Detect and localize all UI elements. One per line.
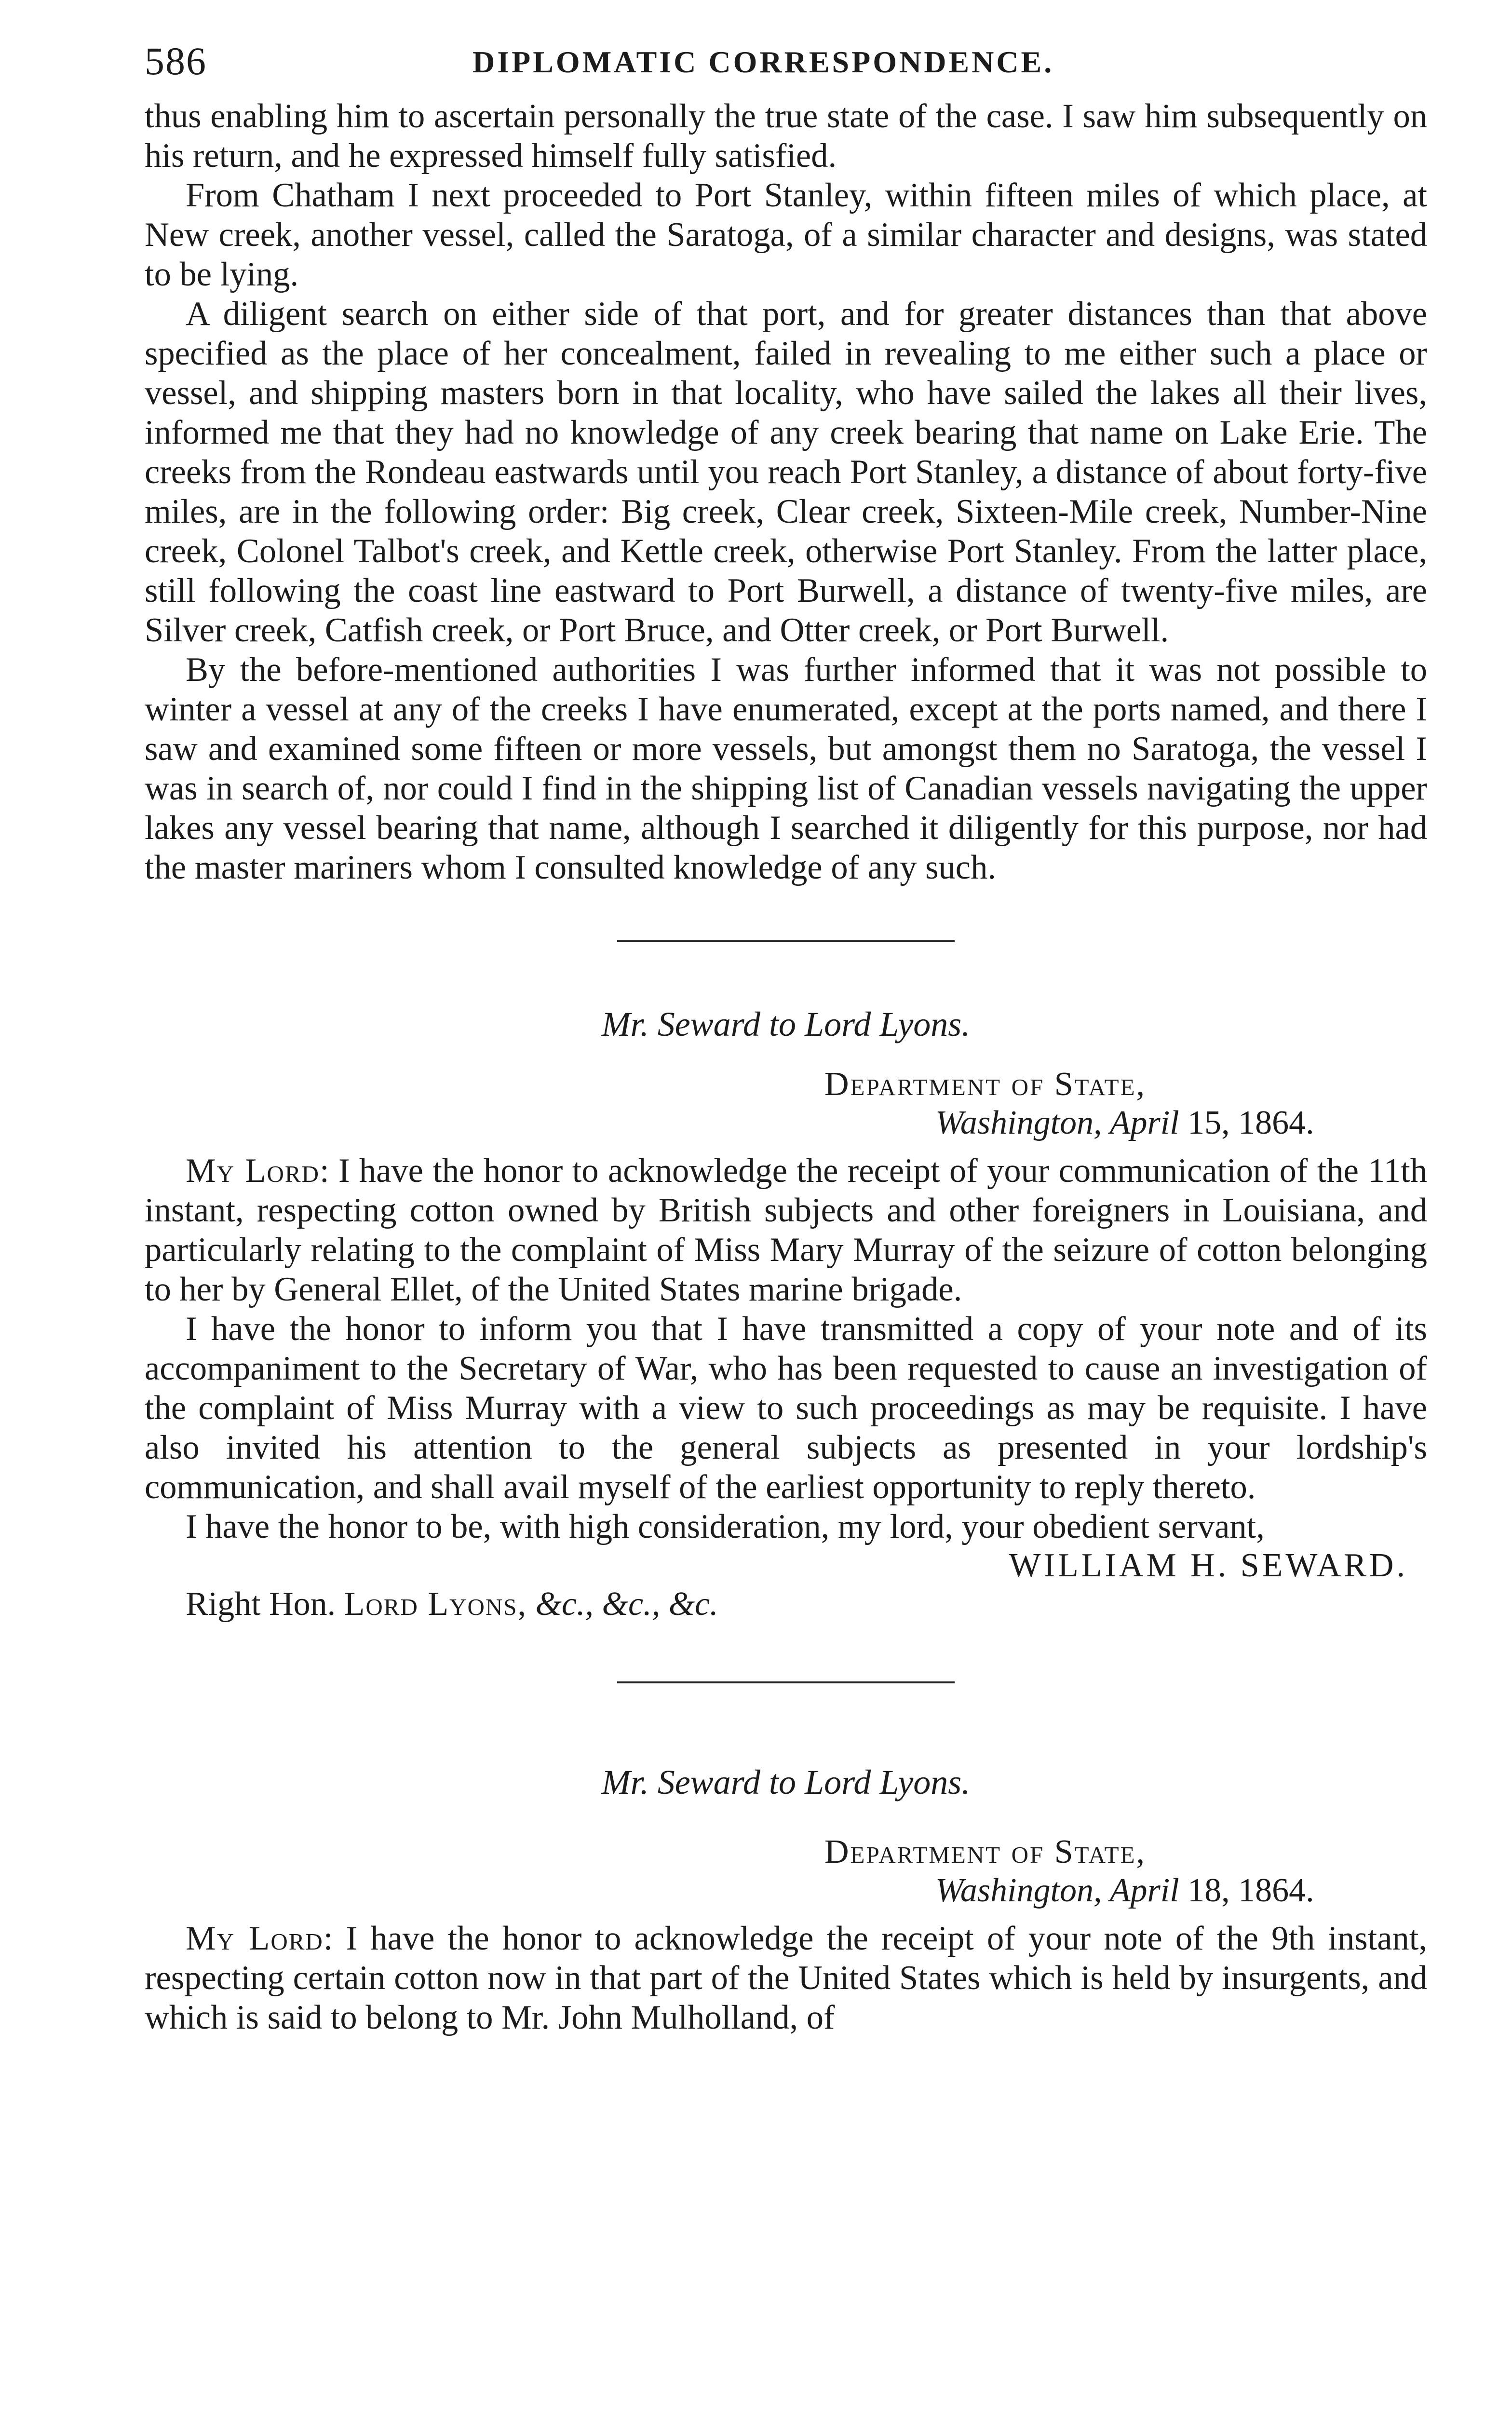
addressee-prefix: Right Hon. [186,1585,336,1623]
letter-seward-april-15 [145,1002,1427,1624]
date-text: 15, 1864. [1188,1104,1314,1141]
dateline [824,1833,1427,1910]
addressee [145,1585,1427,1624]
signature: WILLIAM H. SEWARD. [1009,1547,1408,1584]
page-number: 586 [145,39,207,83]
letter-paragraph: I have the honor to inform you that I have transmitted a copy of your note and of its accompaniment to the Secretary of War, who has been requested to cause an investigation of the complaint of Miss Murray with a view to such proceedings as may be requisite. I have also invited his attention to the general subjects as presented in your lordship's communication, and shall avail myself of the earliest opportunity to reply thereto. [145,1310,1427,1506]
letter-paragraph [145,1919,1427,2037]
section-divider [617,940,955,942]
place-text: Washington, April [935,1872,1179,1909]
paragraph-text: : I have the honor to acknowledge the receipt of your note of the 9th instant, respecting certain cotton now in that part of the United States which is held by insurgents, and which is said to belong to Mr. John Mulholland, of [145,1920,1428,2036]
letter-paragraph [145,1151,1427,1309]
department-line: Department of State, [824,1833,1147,1870]
report-paragraph: From Chatham I next proceeded to Port Stanley, within fifteen miles of which place, at New creek, another vessel, called the Saratoga, of a similar character and designs, was stated to be lying. [145,176,1427,293]
addressee-name: Lord Lyons, [344,1585,527,1623]
running-head [145,39,1427,96]
letter-heading: Mr. Seward to Lord Lyons. [601,1763,971,1801]
closing-line: I have the honor to be, with high consideration, my lord, your obedient servant, [186,1508,1265,1545]
salutation: My Lord [186,1152,320,1190]
addressee-etc: &c., &c., &c. [535,1585,718,1623]
running-title: DIPLOMATIC CORRESPONDENCE. [472,45,1054,79]
paragraph-text: : I have the honor to acknowledge the receipt of your communication of the 11th instant, respecting cotton owned by British subjects and other foreigners in Louisiana, and particularly relating to the complaint of Miss Mary Murray of the seizure of cotton belonging to her by General Ellet, of the United States marine brigade. [145,1152,1428,1308]
place-date-line [824,1871,1427,1910]
document-page [145,39,1427,2037]
report-paragraph: By the before-mentioned authorities I was further informed that it was not possible to winter a vessel at any of the creeks I have enumerated, except at the ports named, and there I saw and examined some fifteen or more vessels, but amongst them no Saratoga, the vessel I was in search of, nor could I find in the shipping list of Canadian vessels navigating the upper lakes any vessel bearing that name, although I searched it diligently for this purpose, nor had the master mariners whom I consulted knowledge of any such. [145,651,1427,886]
letter-heading: Mr. Seward to Lord Lyons. [601,1005,971,1043]
department-line: Department of State, [824,1066,1147,1103]
place-date-line [824,1104,1427,1142]
date-text: 18, 1864. [1188,1872,1314,1909]
section-divider [617,1681,955,1683]
place-text: Washington, April [935,1104,1179,1141]
report-paragraph: A diligent search on either side of that port, and for greater distances than that above specified as the place of her concealment, failed in revealing to me either such a place or vessel, and shipping masters born in that locality, who have sailed the lakes all their lives, informed me that they had no knowledge of any creek bearing that name on Lake Erie. The creeks from the Rondeau eastwards until you reach Port Stanley, a distance of about forty-five miles, are in the following order: Big creek, Clear creek, Sixteen-Mile creek, Number-Nine creek, Colonel Talbot's creek, and Kettle creek, otherwise Port Stanley. From the latter place, still following the coast line eastward to Port Burwell, a distance of twenty-five miles, are Silver creek, Catfish creek, or Port Bruce, and Otter creek, or Port Burwell. [145,295,1427,649]
report-paragraph: thus enabling him to ascertain personally the true state of the case. I saw him subsequently on his return, and he expressed himself fully satisfied. [145,97,1427,175]
letter-seward-april-18 [145,1761,1427,2037]
dateline [824,1065,1427,1142]
salutation: My Lord [186,1920,324,1957]
continued-report [145,96,1427,887]
